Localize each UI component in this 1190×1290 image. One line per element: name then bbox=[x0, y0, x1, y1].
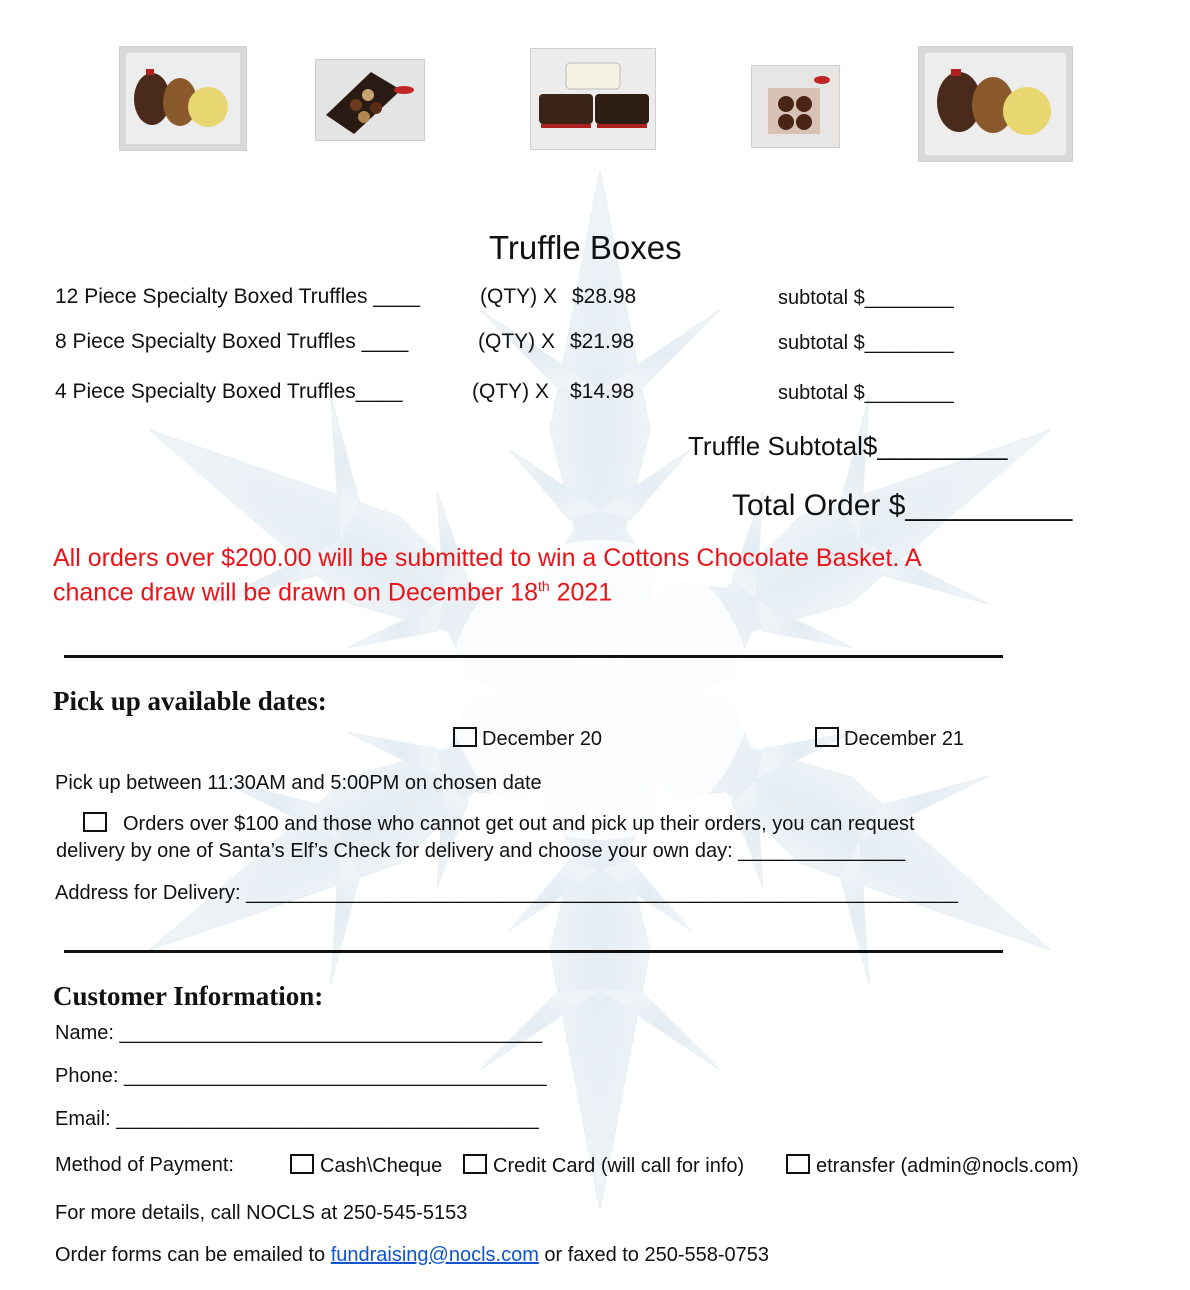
pickup-window: Pick up between 11:30AM and 5:00PM on chosen date bbox=[55, 772, 542, 794]
item-8-label: 8 Piece Specialty Boxed Truffles ____ bbox=[55, 330, 409, 353]
item-8-price: $21.98 bbox=[570, 330, 635, 353]
checkbox-delivery[interactable] bbox=[83, 812, 107, 832]
item-12-qty: (QTY) X bbox=[480, 285, 557, 308]
checkbox-december-21[interactable] bbox=[815, 727, 839, 747]
item-8-qty: (QTY) X bbox=[478, 330, 555, 353]
section-divider-1 bbox=[64, 655, 1003, 658]
page-title: Truffle Boxes bbox=[489, 229, 682, 266]
details-phone: For more details, call NOCLS at 250-545-5153 bbox=[55, 1202, 468, 1224]
open-chocolate-box-photo bbox=[315, 59, 425, 141]
item-8-subtotal: subtotal $________ bbox=[778, 332, 954, 354]
checkbox-cash-cheque[interactable] bbox=[290, 1154, 314, 1174]
fundraising-email-link[interactable]: fundraising@nocls.com bbox=[330, 1244, 539, 1266]
delivery-request-line-2[interactable]: delivery by one of Santa’s Elf’s Check for delivery and choose your own day: _______________ bbox=[56, 840, 906, 862]
total-order: Total Order $__________ bbox=[732, 489, 1073, 522]
item-4-subtotal: subtotal $________ bbox=[778, 382, 954, 404]
payment-cash[interactable]: Cash\Cheque bbox=[290, 1154, 442, 1178]
name-field[interactable]: Name: ______________________________________ bbox=[55, 1022, 543, 1044]
truffle-subtotal: Truffle Subtotal$_________ bbox=[688, 431, 1008, 461]
item-4-label: 4 Piece Specialty Boxed Truffles____ bbox=[55, 380, 403, 403]
payment-label: Method of Payment: bbox=[55, 1154, 234, 1176]
section-divider-2 bbox=[64, 950, 1003, 953]
order-submission-info: Order forms can be emailed to fundraising@nocls.com or faxed to 250-558-0753 bbox=[55, 1244, 770, 1266]
promo-line-2: chance draw will be drawn on December 18th 2021 bbox=[53, 578, 613, 607]
item-12-label: 12 Piece Specialty Boxed Truffles ____ bbox=[55, 285, 421, 308]
payment-card[interactable]: Credit Card (will call for info) bbox=[463, 1154, 744, 1178]
payment-etransfer[interactable]: etransfer (admin@nocls.com) bbox=[786, 1154, 1079, 1178]
bagged-chocolates-photo bbox=[119, 46, 247, 151]
small-truffle-box-photo bbox=[751, 65, 840, 148]
item-4-qty: (QTY) X bbox=[472, 380, 549, 403]
email-field[interactable]: Email: ______________________________________ bbox=[55, 1108, 539, 1130]
item-4-price: $14.98 bbox=[570, 380, 635, 403]
nut-clusters-trays-photo bbox=[530, 48, 656, 150]
pickup-date-2[interactable]: December 21 bbox=[815, 727, 964, 751]
phone-field[interactable]: Phone: ______________________________________ bbox=[55, 1065, 547, 1087]
checkbox-credit-card[interactable] bbox=[463, 1154, 487, 1174]
checkbox-december-20[interactable] bbox=[453, 727, 477, 747]
promo-line-1: All orders over $200.00 will be submitted to win a Cottons Chocolate Basket. A bbox=[53, 544, 922, 572]
delivery-address-field[interactable]: Address for Delivery: ________________________________________________________________ bbox=[55, 882, 959, 904]
delivery-request[interactable]: Orders over $100 and those who cannot get out and pick up their orders, you can request bbox=[83, 812, 915, 836]
pickup-date-1[interactable]: December 20 bbox=[453, 727, 602, 751]
item-12-subtotal: subtotal $________ bbox=[778, 287, 954, 309]
customer-heading: Customer Information: bbox=[53, 981, 324, 1011]
checkbox-etransfer[interactable] bbox=[786, 1154, 810, 1174]
bagged-chocolates-photo-2 bbox=[918, 46, 1073, 162]
pickup-heading: Pick up available dates: bbox=[53, 686, 327, 716]
item-12-price: $28.98 bbox=[572, 285, 637, 308]
